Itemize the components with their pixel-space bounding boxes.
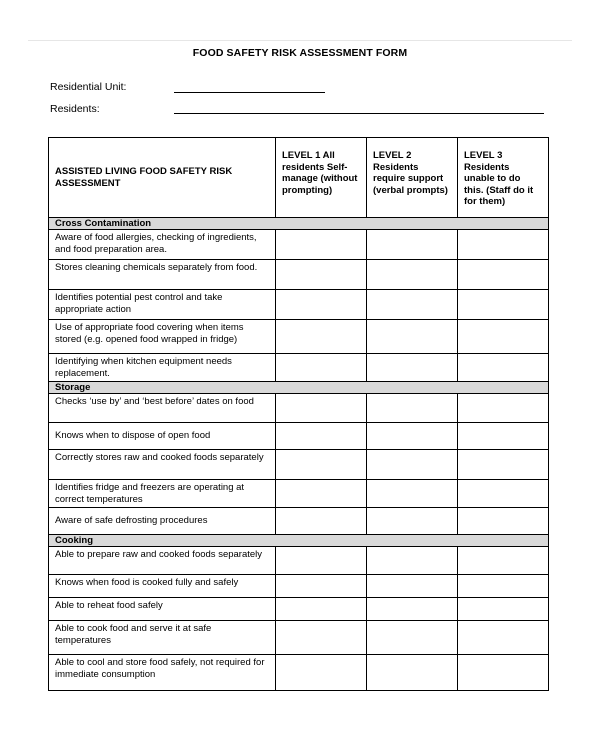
level-1-cell[interactable] [276, 290, 367, 320]
residents-label: Residents: [50, 103, 100, 115]
level-1-cell[interactable] [276, 575, 367, 598]
item-label: Able to cook food and serve it at safe temperatures [49, 621, 276, 655]
item-label: Stores cleaning chemicals separately from food. [49, 260, 276, 290]
level-1-cell[interactable] [276, 354, 367, 382]
item-label: Identifies fridge and freezers are operating at correct temperatures [49, 480, 276, 508]
residential-unit-label: Residential Unit: [50, 81, 127, 93]
assessment-title: ASSISTED LIVING FOOD SAFETY RISK ASSESSMENT [55, 166, 233, 189]
section-row-cooking [49, 535, 549, 547]
level-2-cell[interactable] [367, 260, 458, 290]
item-label: Knows when food is cooked fully and safely [49, 575, 276, 598]
table-row [49, 450, 549, 480]
level-2-cell[interactable] [367, 598, 458, 621]
item-label: Aware of food allergies, checking of ingredients, and food preparation area. [49, 230, 276, 260]
table-row [49, 394, 549, 423]
level-2-header: LEVEL 2 Residents require support (verbal prompts) [367, 138, 458, 218]
section-row-cross-contamination [49, 218, 549, 230]
item-label: Identifying when kitchen equipment needs replacement. [49, 354, 276, 382]
level-1-cell[interactable] [276, 394, 367, 423]
item-label: Checks ‘use by’ and ‘best before’ dates on food [49, 394, 276, 423]
level-3-cell[interactable] [458, 575, 549, 598]
level-2-cell[interactable] [367, 575, 458, 598]
table-row [49, 354, 549, 382]
level-2-cell[interactable] [367, 508, 458, 535]
level-3-cell[interactable] [458, 290, 549, 320]
table-row [49, 480, 549, 508]
level-3-cell[interactable] [458, 450, 549, 480]
residents-line[interactable] [174, 113, 544, 114]
header-row [49, 138, 549, 218]
item-label: Aware of safe defrosting procedures [49, 508, 276, 535]
table-row [49, 575, 549, 598]
item-label: Able to reheat food safely [49, 598, 276, 621]
level-1-cell[interactable] [276, 423, 367, 450]
level-1-header: LEVEL 1 All residents Self-manage (without prompting) [276, 138, 367, 218]
level-3-cell[interactable] [458, 547, 549, 575]
level-2-cell[interactable] [367, 621, 458, 655]
page-top-edge [28, 40, 572, 41]
assessment-table [48, 137, 549, 691]
item-label: Knows when to dispose of open food [49, 423, 276, 450]
table-row [49, 508, 549, 535]
table-row [49, 320, 549, 354]
level-2-cell[interactable] [367, 423, 458, 450]
level-3-cell[interactable] [458, 230, 549, 260]
level-1-cell[interactable] [276, 655, 367, 691]
level-1-cell[interactable] [276, 621, 367, 655]
level-2-cell[interactable] [367, 655, 458, 691]
table-row [49, 290, 549, 320]
level-3-cell[interactable] [458, 394, 549, 423]
level-1-cell[interactable] [276, 547, 367, 575]
level-3-cell[interactable] [458, 423, 549, 450]
level-2-cell[interactable] [367, 547, 458, 575]
table-row [49, 547, 549, 575]
level-3-cell[interactable] [458, 508, 549, 535]
level-1-cell[interactable] [276, 598, 367, 621]
level-2-cell[interactable] [367, 320, 458, 354]
item-label: Correctly stores raw and cooked foods separately [49, 450, 276, 480]
level-2-cell[interactable] [367, 450, 458, 480]
level-3-header: LEVEL 3 Residents unable to do this. (Staff do it for them) [458, 138, 549, 218]
section-row-storage [49, 382, 549, 394]
item-label: Able to prepare raw and cooked foods separately [49, 547, 276, 575]
level-2-cell[interactable] [367, 480, 458, 508]
table-row [49, 598, 549, 621]
level-1-cell[interactable] [276, 230, 367, 260]
level-3-cell[interactable] [458, 598, 549, 621]
item-label: Use of appropriate food covering when items stored (e.g. opened food wrapped in fridge) [49, 320, 276, 354]
level-3-cell[interactable] [458, 260, 549, 290]
level-2-cell[interactable] [367, 394, 458, 423]
level-3-cell[interactable] [458, 480, 549, 508]
section-title: Cross Contamination [49, 218, 549, 230]
item-label: Identifies potential pest control and take appropriate action [49, 290, 276, 320]
level-3-cell[interactable] [458, 655, 549, 691]
section-title: Cooking [49, 535, 549, 547]
table-row [49, 655, 549, 691]
table-row [49, 230, 549, 260]
level-1-cell[interactable] [276, 320, 367, 354]
level-2-cell[interactable] [367, 354, 458, 382]
level-1-cell[interactable] [276, 260, 367, 290]
level-3-cell[interactable] [458, 320, 549, 354]
level-1-cell[interactable] [276, 450, 367, 480]
section-title: Storage [49, 382, 549, 394]
table-row [49, 260, 549, 290]
level-2-cell[interactable] [367, 290, 458, 320]
level-3-cell[interactable] [458, 354, 549, 382]
table-row [49, 621, 549, 655]
form-title: FOOD SAFETY RISK ASSESSMENT FORM [192, 47, 408, 59]
assessment-title-cell [49, 138, 276, 218]
level-1-cell[interactable] [276, 480, 367, 508]
residential-unit-line[interactable] [174, 92, 325, 93]
item-label: Able to cool and store food safely, not required for immediate consumption [49, 655, 276, 691]
table-row [49, 423, 549, 450]
level-1-cell[interactable] [276, 508, 367, 535]
level-2-cell[interactable] [367, 230, 458, 260]
level-3-cell[interactable] [458, 621, 549, 655]
